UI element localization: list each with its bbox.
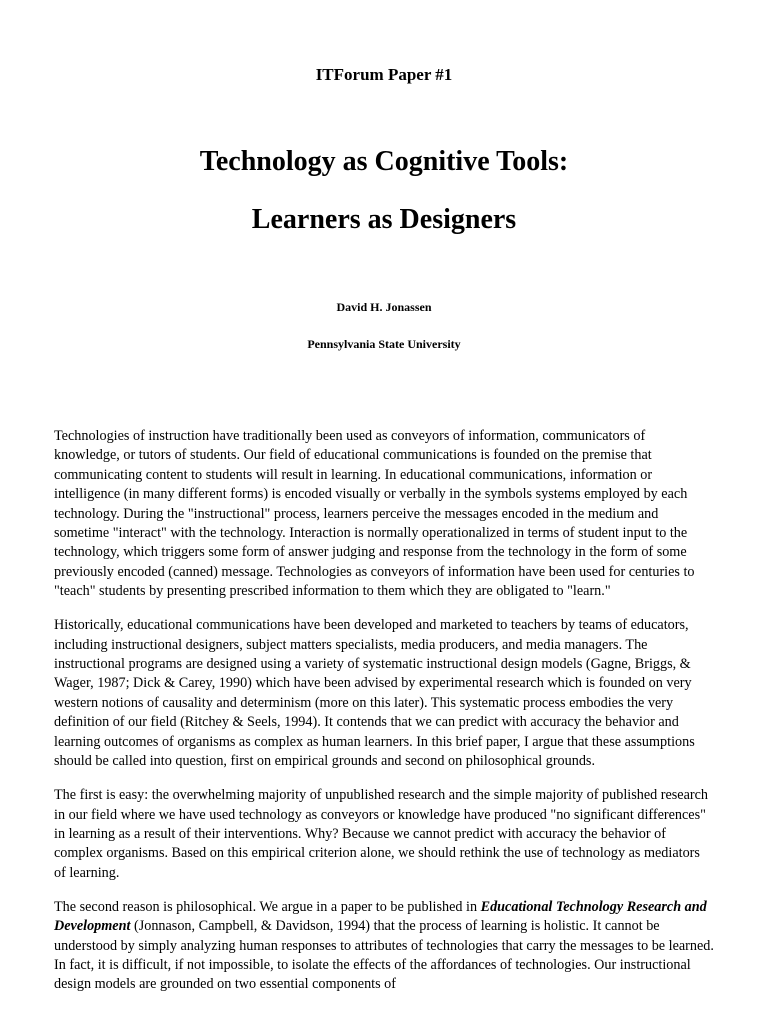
paper-title-line-1: Technology as Cognitive Tools: (199, 146, 569, 177)
journal-title: Educational Technology Research and Development (54, 898, 707, 935)
body-paragraph-4 (54, 898, 714, 995)
body-paragraph-3: The first is easy: the overwhelming majority of unpublished research and the simple majority of published research in our field where we have used technology as conveyors or knowledge have produced "no significant differences" in learning as a result of their interventions. Why? Because we cannot predict with accuracy the behavior of complex organisms. Based on this empirical criterion alone, we should rethink the use of technology as mediators of learning. (54, 787, 709, 881)
author-affiliation: Pennsylvania State University (307, 337, 461, 351)
paper-series-label: ITForum Paper #1 (315, 65, 453, 84)
body-paragraph-2: Historically, educational communications have been developed and marketed to teachers by teams of educators, including instructional designers, subject matters specialists, media producers, and media managers. The instructional programs are designed using a variety of systematic instructional design models (Gagne, Briggs, & Wager, 1987; Dick & Carey, 1990) which have been advised by experimental research which is founded on very western notions of causality and determinism (more on this later). This systematic process embodies the very definition of our field (Ritchey & Seels, 1994). It contends that we can predict with accuracy the behavior and learning outcomes of organisms as complex as human learners. In this brief paper, I argue that these assumptions should be called into question, first on empirical grounds and second on philosophical grounds. (54, 617, 695, 770)
author-name: David H. Jonassen (336, 300, 432, 314)
body-text (54, 427, 714, 1009)
body-paragraph-1: Technologies of instruction have traditionally been used as conveyors of information, communicators of knowledge, or tutors of students. Our field of educational communications is founded on the premise that communicating content to students will result in learning. In educational communications, information or intelligence (in many different forms) is encoded visually or verbally in the symbols systems employed by each technology. During the "instructional" process, learners perceive the messages encoded in the medium and sometime "interact" with the technology. Interaction is normally operationalized in terms of student input to the technology, which triggers some form of answer judging and response from the technology in the form of some previously encoded (canned) message. Technologies as conveyors of information have been used for centuries to "teach" students by presenting prescribed information to them which they are obligated to "learn." (54, 428, 695, 600)
paragraph-4-text: (Jonnason, Campbell, & Davidson, 1994) that the process of learning is holistic. It cannot be understood by simply analyzing human responses to attributes of technologies that carry the messages to be learned. In fact, it is difficult, if not impossible, to isolate the effects of the affordances of technologies. Our instructional design models are grounded on two essential components of (54, 918, 714, 993)
paragraph-4-intro: The second reason is philosophical. We argue in a paper to be published in (54, 898, 481, 915)
paper-title-line-2: Learners as Designers (251, 204, 517, 235)
